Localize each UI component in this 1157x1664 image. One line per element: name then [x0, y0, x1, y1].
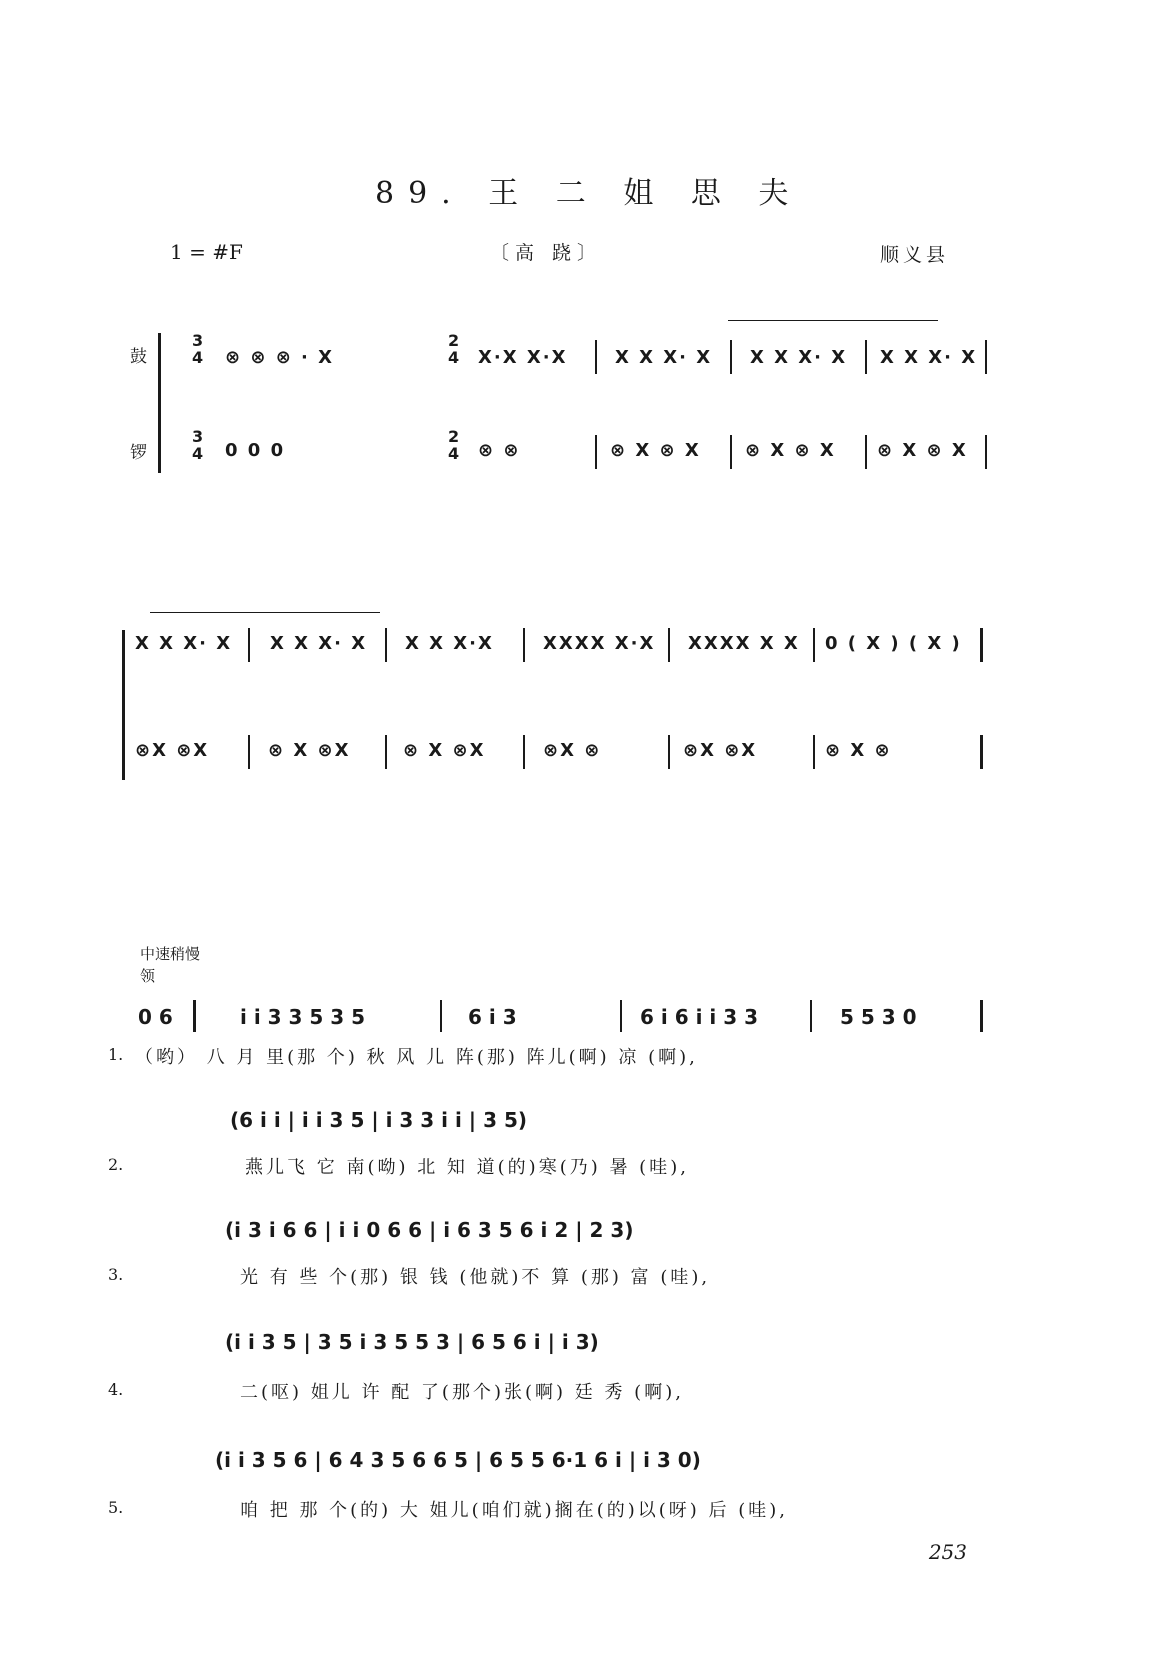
system-bracket: [158, 333, 161, 473]
barline: [595, 435, 597, 469]
tempo-marking: 中速稍慢: [140, 945, 201, 963]
tune-name: 〔高 跷〕: [490, 242, 603, 264]
verse-lyrics: 二(呕) 姐儿 许 配 了(那个)张(啊) 廷 秀 (啊),: [240, 1382, 684, 1403]
drum-measure: ⊗ ⊗ ⊗ · X: [225, 347, 335, 368]
barline: [668, 735, 670, 769]
time-signature: 3 4: [192, 331, 204, 367]
drum-measure: X X X· X: [270, 633, 368, 654]
instrument-drum: 鼓: [130, 347, 147, 367]
gong-measure: 0 0 0: [225, 440, 286, 461]
gong-measure: ⊗ X ⊗ X: [877, 440, 968, 461]
gong-measure: ⊗X ⊗X: [683, 740, 758, 761]
barline: [440, 1000, 442, 1032]
barline: [595, 340, 597, 374]
drum-measure: X X X· X: [750, 347, 848, 368]
verse-number: 3.: [108, 1265, 124, 1284]
final-barline: [980, 735, 983, 769]
verse-lyrics: （哟） 八 月 里(那 个) 秋 风 儿 阵(那) 阵儿(啊) 凉 (啊),: [135, 1047, 698, 1068]
barline: [985, 340, 987, 374]
verse-notes: (6 i i | i i 3 5 | i 3 3 i i | 3 5): [230, 1108, 528, 1132]
verse-lyrics: 燕儿飞 它 南(呦) 北 知 道(的)寒(乃) 暑 (哇),: [245, 1157, 689, 1178]
verse-number: 1.: [108, 1045, 124, 1064]
gong-measure: ⊗ ⊗: [478, 440, 521, 461]
gong-measure: ⊗X ⊗X: [135, 740, 210, 761]
gong-measure: ⊗X ⊗: [543, 740, 602, 761]
repeat-barline: [193, 1000, 196, 1032]
barline: [985, 435, 987, 469]
song-title: 89. 王 二 姐 思 夫: [375, 176, 803, 211]
gong-measure: ⊗ X ⊗ X: [610, 440, 701, 461]
verse-number: 4.: [108, 1380, 124, 1399]
drum-measure: X X X· X: [135, 633, 233, 654]
drum-measure: XXXX X·X: [543, 633, 656, 654]
repeat-line: [728, 320, 938, 321]
melody-measure: 6 i 3: [468, 1005, 517, 1029]
melody-measure: 6 i 6 i i 3 3: [640, 1005, 759, 1029]
drum-measure: X X X·X: [405, 633, 494, 654]
verse-notes: (i 3 i 6 6 | i i 0 6 6 | i 6 3 5 6 i 2 | 2 3): [225, 1218, 634, 1242]
key-signature: 1 = #F: [170, 240, 243, 264]
barline: [730, 435, 732, 469]
barline: [813, 735, 815, 769]
instrument-gong: 锣: [130, 443, 147, 463]
verse-number: 5.: [108, 1498, 124, 1517]
drum-measure: X X X· X: [880, 347, 978, 368]
barline: [523, 628, 525, 662]
barline: [523, 735, 525, 769]
location: 顺义县: [880, 244, 950, 266]
drum-measure: XXXX X X: [688, 633, 800, 654]
repeat-line: [150, 612, 380, 613]
barline: [248, 735, 250, 769]
barline: [813, 628, 815, 662]
barline: [620, 1000, 622, 1032]
barline: [980, 1000, 983, 1032]
verse-lyrics: 咱 把 那 个(的) 大 姐儿(咱们就)搁在(的)以(呀) 后 (哇),: [240, 1500, 788, 1521]
drum-measure: X X X· X: [615, 347, 713, 368]
gong-measure: ⊗ X ⊗: [825, 740, 892, 761]
gong-measure: ⊗ X ⊗ X: [745, 440, 836, 461]
verse-notes: (i i 3 5 6 | 6 4 3 5 6 6 5 | 6 5 5 6·1 6 i | i 3 0): [215, 1448, 701, 1472]
barline: [865, 340, 867, 374]
barline: [865, 435, 867, 469]
time-signature: 2 4: [448, 331, 460, 367]
gong-measure: ⊗ X ⊗X: [268, 740, 351, 761]
drum-measure: 0 ( X ) ( X ): [825, 633, 962, 654]
barline: [385, 628, 387, 662]
barline: [668, 628, 670, 662]
barline: [810, 1000, 812, 1032]
final-barline: [980, 628, 983, 662]
barline: [385, 735, 387, 769]
page-number: 253: [928, 1540, 967, 1564]
gong-measure: ⊗ X ⊗X: [403, 740, 486, 761]
verse-number: 2.: [108, 1155, 124, 1174]
verse-notes: (i i 3 5 | 3 5 i 3 5 5 3 | 6 5 6 i | i 3): [225, 1330, 599, 1354]
verse-lyrics: 光 有 些 个(那) 银 钱 (他就)不 算 (那) 富 (哇),: [240, 1267, 711, 1288]
melody-measure: i i 3 3 5 3 5: [240, 1005, 366, 1029]
time-signature: 3 4: [192, 427, 204, 463]
time-signature: 2 4: [448, 427, 460, 463]
melody-measure: 5 5 3 0: [840, 1005, 917, 1029]
pickup-notes: 0 6: [138, 1005, 173, 1029]
system-bracket: [122, 630, 125, 780]
barline: [730, 340, 732, 374]
barline: [248, 628, 250, 662]
drum-measure: X·X X·X: [478, 347, 568, 368]
lead-marking: 领: [140, 967, 156, 985]
